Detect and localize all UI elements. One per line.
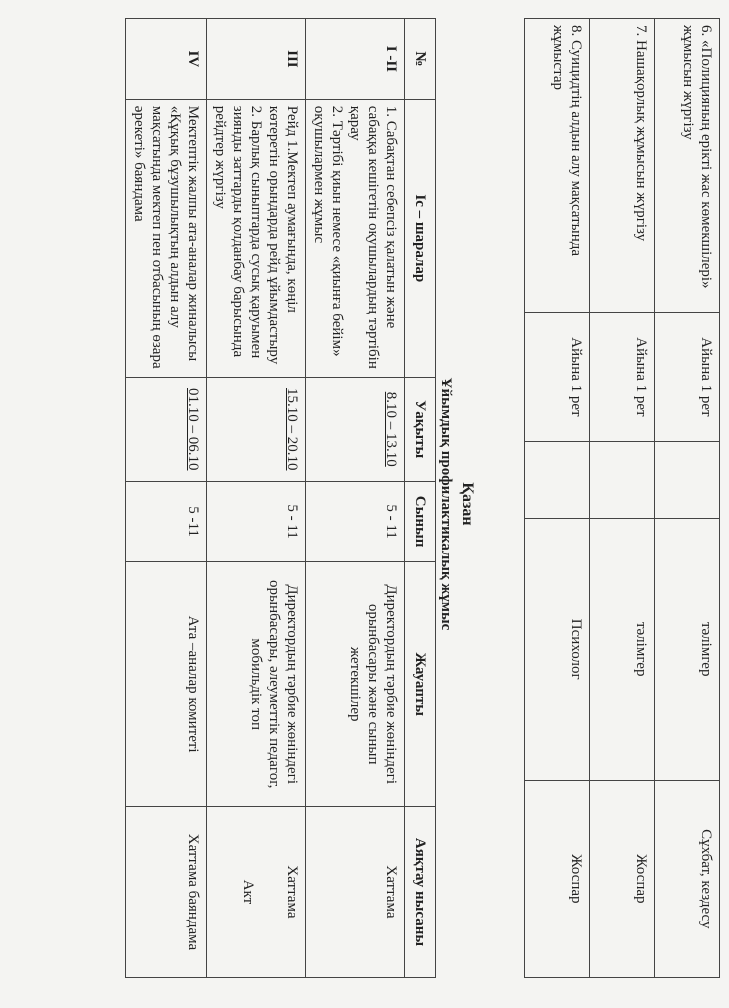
time-cell: Айына 1 рет — [525, 312, 590, 442]
activity-cell — [207, 99, 306, 377]
form-extra: Акт — [240, 879, 256, 905]
row-number: III — [207, 19, 306, 100]
responsible-cell: Директордың тәрбие жөніндегі орынбасары, әлеуметтік педагог, мобильдік топ — [207, 562, 306, 806]
main-table — [125, 18, 436, 978]
grade-cell — [590, 442, 655, 519]
header-grade: Сынып — [405, 481, 436, 562]
table-row — [525, 19, 590, 978]
form-cell: Хаттама баяндама — [126, 806, 207, 977]
responsible-cell: Психолог — [525, 518, 590, 780]
time-value: 01.10 – 06.10 — [185, 388, 201, 471]
activity-cell — [306, 99, 405, 377]
top-table — [524, 18, 720, 978]
time-cell — [126, 377, 207, 481]
header-responsible: Жауапты — [405, 562, 436, 806]
time-value: 15.10 – 20.10 — [284, 388, 300, 471]
form-value: Хаттама — [284, 865, 300, 919]
header-no: № — [405, 19, 436, 100]
form-cell — [207, 806, 306, 977]
section-title: Ұйымдық профилактикалық жұмыс — [438, 377, 454, 631]
row-number: IV — [126, 19, 207, 100]
event-cell: 6. «Полицияның ерікті жас көмекшілері» жұмысын жүргізу — [655, 19, 720, 313]
header-row — [405, 19, 436, 978]
table-row — [126, 19, 207, 978]
month-heading: Қазан — [459, 482, 476, 526]
form-cell: Сұхбат, кездесу — [655, 780, 720, 977]
grade-cell — [655, 442, 720, 519]
header-form: Аяқтау нысаны — [405, 806, 436, 977]
activity-item: Мектептік жалпы ата-аналар жиналысы «Құқық бұзушылықтың алдын алу мақсатында мектеп пен отбасының өзара әрекеті» баяндама — [131, 105, 201, 369]
time-cell — [207, 377, 306, 481]
header-activity: Іс – шаралар — [405, 99, 436, 377]
grade-cell — [525, 442, 590, 519]
form-cell: Жоспар — [525, 780, 590, 977]
header-time: Уақыты — [405, 377, 436, 481]
table-row — [306, 19, 405, 978]
time-cell: Айына 1 рет — [590, 312, 655, 442]
responsible-cell: тәлімгер — [655, 518, 720, 780]
row-number: I -II — [306, 19, 405, 100]
grade-cell: 5 -11 — [126, 481, 207, 562]
time-cell: Айына 1 рет — [655, 312, 720, 442]
activity-item: Рейд 1.Мектеп аумағында, көңіл көтеретін орындарда рейд ұйымдастыру — [266, 105, 300, 365]
responsible-cell: тәлімгер — [590, 518, 655, 780]
table-row — [655, 19, 720, 978]
activity-item: 1. Сабақтан себепсіз қалатын және сабаққа кешігетін оқушылардың тәртібін қарау — [347, 105, 399, 369]
time-value: 8.10 – 13.10 — [383, 391, 399, 467]
activity-cell — [126, 99, 207, 377]
event-cell: 8. Суицидтің алдын алу мақсатында жұмыстар — [525, 19, 590, 313]
table-row — [590, 19, 655, 978]
activity-item: 2. Барлық сыныптарда сусық қаруымен зиянды заттарды қолданбау барысында рейдтер жүргізу — [212, 105, 264, 359]
activity-item: 2. Тәртібі қиын немесе «қиынға бейім» оқушылармен жұмыс — [311, 105, 345, 357]
grade-cell: 5 - 11 — [207, 481, 306, 562]
time-cell — [306, 377, 405, 481]
event-cell: 7. Нашақорлық жұмысын жүргізу — [590, 19, 655, 313]
responsible-cell: Директордың тәрбие жөніндегі орынбасары және сынып жетекшілер — [306, 562, 405, 806]
form-cell: Жоспар — [590, 780, 655, 977]
form-cell: Хаттама — [306, 806, 405, 977]
table-row — [207, 19, 306, 978]
grade-cell: 5 - 11 — [306, 481, 405, 562]
responsible-cell: Ата –аналар комитеті — [126, 562, 207, 806]
